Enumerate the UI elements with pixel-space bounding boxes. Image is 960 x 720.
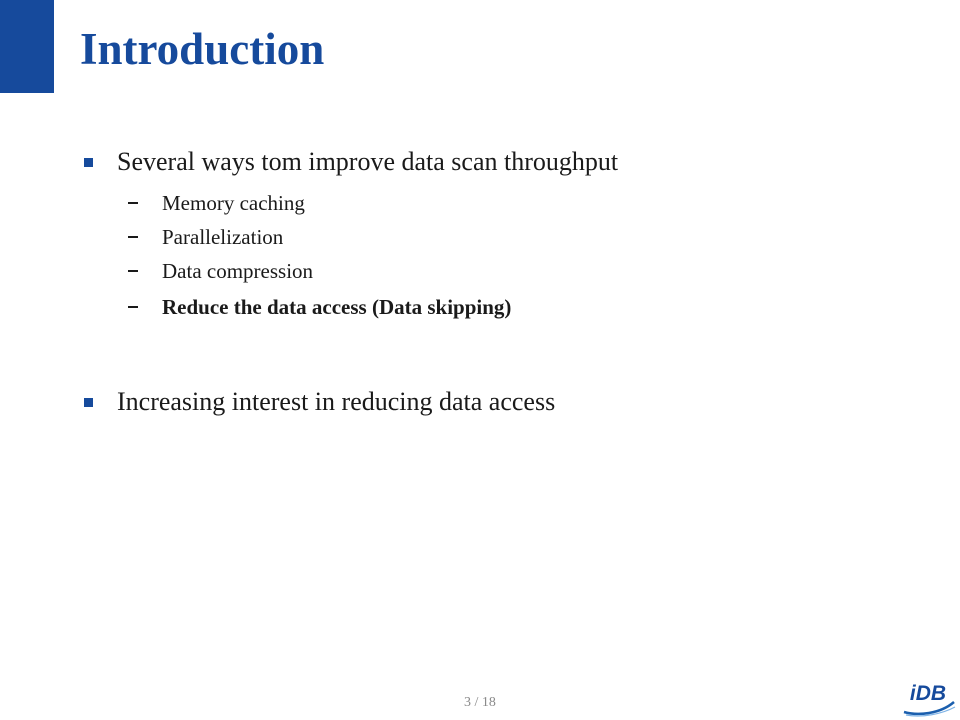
bullet-text: Increasing interest in reducing data access — [117, 387, 556, 416]
dash-bullet-icon — [128, 236, 138, 238]
page-number: 3 / 18 — [464, 695, 496, 710]
sub-bullet-text: Parallelization — [162, 225, 284, 249]
bullet-item — [84, 386, 555, 418]
square-bullet-icon — [84, 158, 93, 167]
sub-bullet-item — [128, 258, 313, 284]
title-accent-bar — [0, 0, 54, 93]
sub-bullet-text-emphasized: Reduce the data access (Data skipping) — [162, 295, 512, 319]
dash-bullet-icon — [128, 202, 138, 204]
sub-bullet-text: Data compression — [162, 259, 314, 283]
logo-text: iDB — [909, 682, 947, 705]
bullet-text: Several ways tom improve data scan throughput — [117, 147, 619, 176]
sub-bullet-text: Memory caching — [162, 191, 305, 215]
dash-bullet-icon — [128, 306, 138, 308]
dash-bullet-icon — [128, 270, 138, 272]
idb-logo-icon — [900, 672, 956, 718]
square-bullet-icon — [84, 398, 93, 407]
sub-bullet-item — [128, 294, 511, 320]
bullet-item — [84, 146, 618, 178]
slide-title: Introduction — [80, 24, 325, 74]
sub-bullet-item — [128, 224, 283, 250]
sub-bullet-item — [128, 190, 305, 216]
